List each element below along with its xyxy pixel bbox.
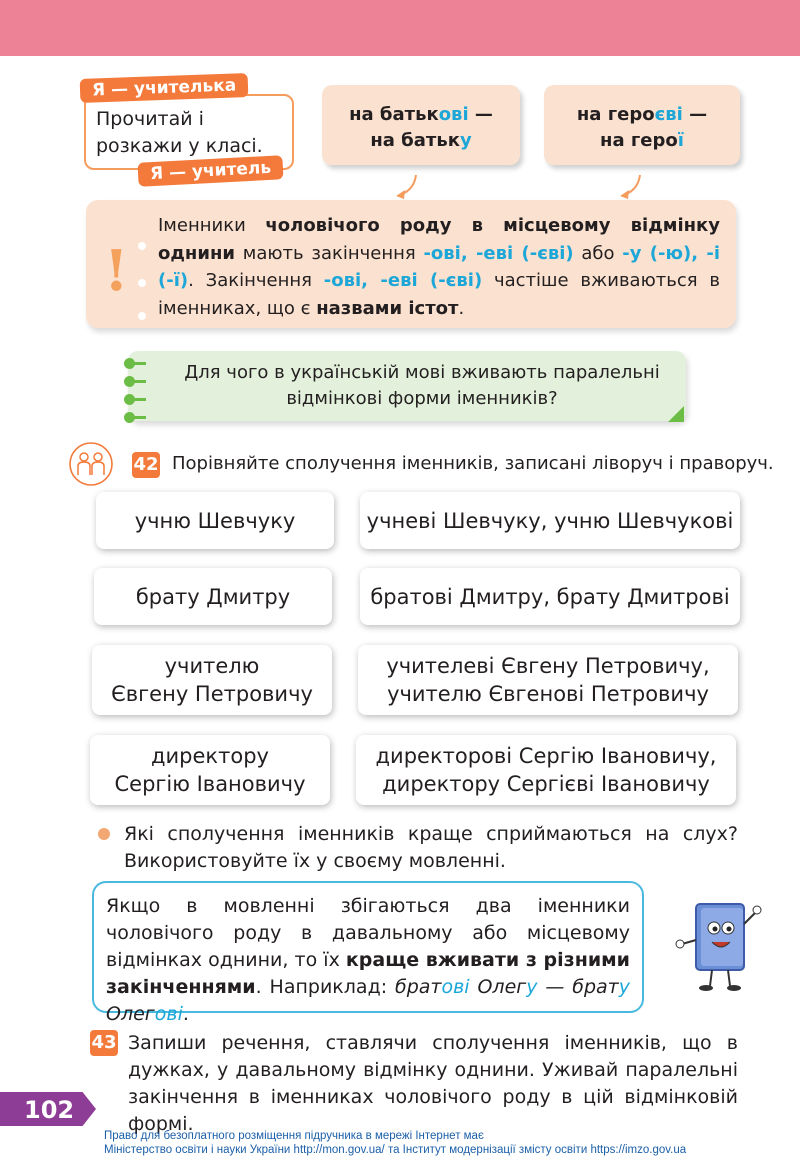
note-example-segment: брат: [394, 976, 442, 998]
phrase-card-left: брату Дмитру: [94, 568, 332, 625]
bullet-dot: [138, 242, 146, 250]
bullet-dot: [138, 279, 146, 287]
phrase-card-right: братові Дмитру, брату Дмитрові: [360, 568, 740, 625]
role-tag-teacher-female: Я — учителька: [80, 73, 249, 103]
exercise-43-text: Запиши речення, ставлячи сполучення іменників, що в дужках, у давальному відмінку однини. Уживай паралельні закінчення в іменниках чоловічого роду в цій відмінковій формі.: [128, 1032, 738, 1135]
curved-arrow-icon: [616, 172, 646, 202]
exclamation-icon: !: [104, 238, 129, 304]
curved-arrow-icon: [392, 172, 422, 202]
book-mascot-icon: [670, 890, 770, 1000]
note-example-segment: Олег: [106, 1003, 155, 1025]
note-example-segment: у: [618, 976, 630, 998]
exercise-42-instruction: Порівняйте сполучення іменників, записані ліворуч і праворуч.: [172, 453, 774, 474]
role-tag-teacher-male: Я — учитель: [137, 155, 283, 187]
note-example-segment: —: [537, 976, 573, 998]
bullet-dot: [98, 828, 110, 840]
example-card-heroi: на героєві — на герої: [544, 85, 740, 165]
rule-text: Іменники чоловічого роду в місцевому відмінку однини мають закінчення -ові, -еві (-єві) або -у (-ю), -і (-ї). Закінчення -ові, -еві (-єві) частіше вживаються в іменниках, що є назвами істот.: [158, 215, 721, 319]
phrase-card-right: директорові Сергію Івановичу, директору Сергієві Івановичу: [356, 735, 736, 805]
note-example-segment: Олег: [469, 976, 527, 998]
example-card-batko: на батькові — на батьку: [322, 85, 520, 165]
phrase-card-right: учневі Шевчуку, учню Шевчукові: [360, 492, 740, 549]
exercise-42-question: Які сполучення іменників краще сприймаються на слух? Використовуйте їх у своєму мовленні.: [124, 823, 738, 872]
question-text: Для чого в українській мові вживають паралельні відмінкові форми іменників?: [184, 362, 660, 409]
phrase-card-left: учителю Євгену Петровичу: [92, 645, 332, 715]
note-example-segment: у: [526, 976, 538, 998]
exercise-number-42: 42: [132, 452, 160, 478]
pair-work-icon: [68, 441, 114, 487]
bullet-dot: [138, 312, 146, 320]
exercise-number-43: 43: [90, 1030, 118, 1056]
phrase-card-left: учню Шевчуку: [96, 492, 334, 549]
footer-text: Право для безоплатного розміщення підручника в мережі Інтернет має Міністерство освіти і науки України http://mon.gov.ua/ та Інститут модернізації змісту освіти https://imzo.gov.ua: [104, 1130, 687, 1156]
phrase-card-left: директору Сергію Івановичу: [90, 735, 330, 805]
note-text: Якщо в мовленні збігаються два іменники чоловічого роду в давальному або місцевому відмінках однини, то їх краще вживати з різними закінченнями. Наприклад: братові Олегу — брату Олегові.: [106, 895, 630, 1025]
note-example-segment: ові: [154, 1003, 183, 1025]
phrase-card-right: учителеві Євгену Петровичу, учителю Євгенові Петровичу: [358, 645, 738, 715]
note-example-segment: ові: [441, 976, 470, 998]
note-example-segment: брат: [572, 976, 619, 998]
top-banner: [0, 0, 800, 56]
role-box-text: Прочитай і розкажи у класі.: [96, 108, 263, 157]
page-number: 102: [24, 1096, 75, 1124]
